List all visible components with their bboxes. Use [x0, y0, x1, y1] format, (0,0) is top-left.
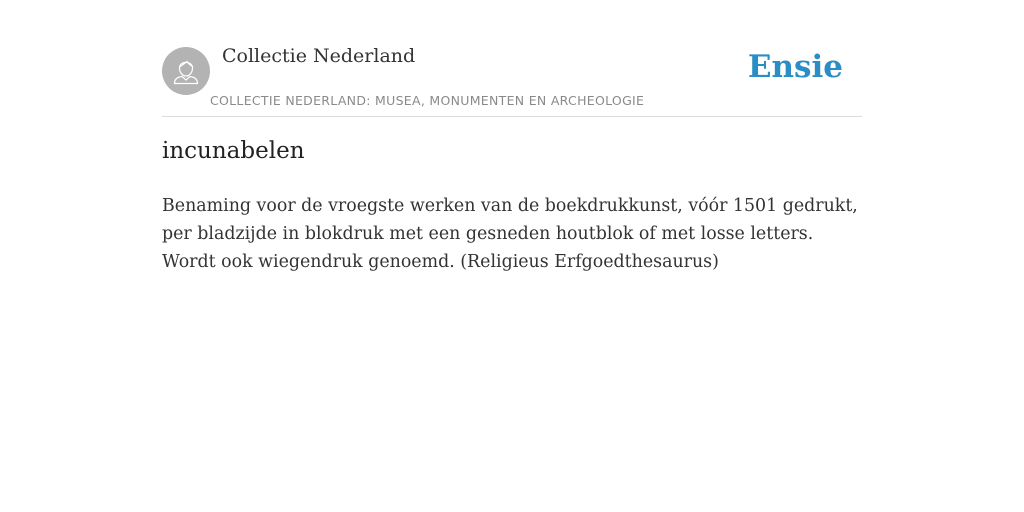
author-collection[interactable]: COLLECTIE NEDERLAND: MUSEA, MONUMENTEN EN ARCHEOLOGIE	[210, 93, 645, 108]
entry-definition: Benaming voor de vroegste werken van de boekdrukkunst, vóór 1501 gedrukt, per bladzijde in blokdruk met een gesneden houtblok of met losse letters. Wordt ook wiegendruk genoemd. (Religieus Erfgoedthesaurus)	[162, 196, 858, 272]
author-name[interactable]: Collectie Nederland	[222, 45, 416, 67]
author-avatar[interactable]	[162, 47, 210, 95]
ensie-logo-link[interactable]: Ensie	[747, 49, 843, 85]
entry-title: incunabelen	[162, 138, 305, 164]
user-silhouette-icon	[162, 47, 210, 95]
entry-header	[162, 0, 862, 117]
